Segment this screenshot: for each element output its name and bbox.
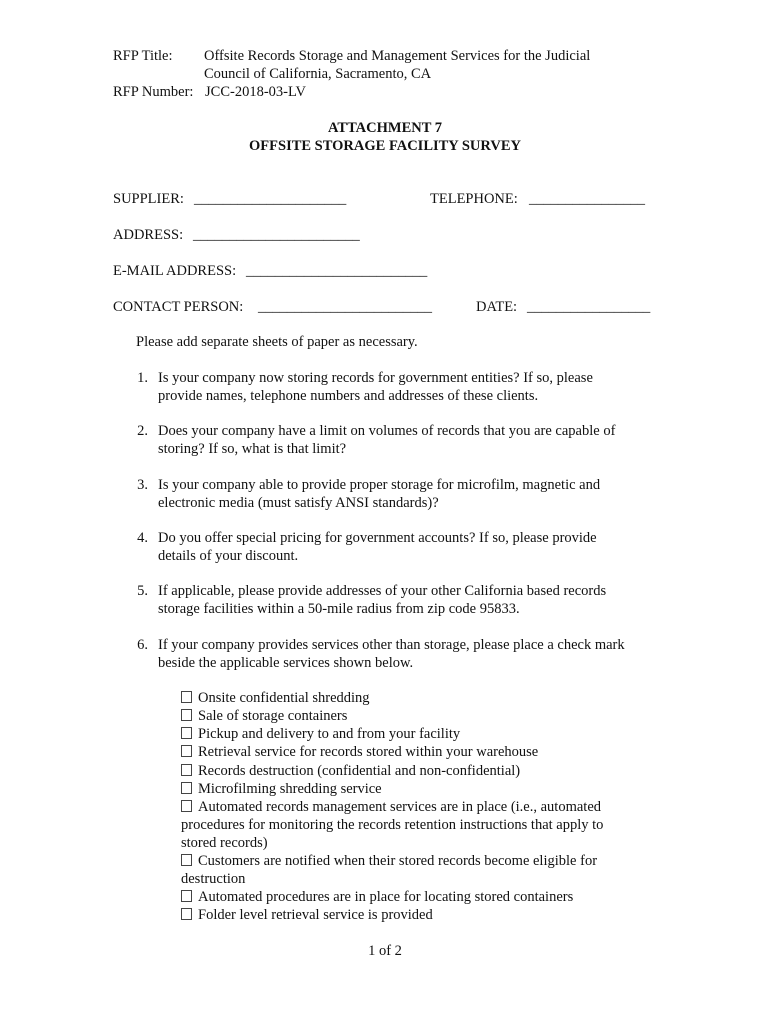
email-label: E-MAIL ADDRESS: — [113, 263, 237, 279]
question-text: beside the applicable services shown below. — [158, 655, 414, 671]
question-text: storing? If so, what is that limit? — [158, 441, 347, 457]
service-checkbox-item[interactable] — [181, 906, 433, 924]
checkbox[interactable] — [181, 908, 192, 920]
question-number: 1. — [137, 370, 148, 386]
supplier-blank[interactable]: _____________________ — [194, 191, 347, 207]
question-number: 4. — [137, 530, 148, 546]
service-label: Customers are notified when their stored records become eligible for — [198, 853, 598, 869]
service-label: Onsite confidential shredding — [198, 690, 370, 706]
rfp-title-label: RFP Title: — [113, 48, 173, 64]
rfp-title-line-1: Offsite Records Storage and Management Services for the Judicial — [204, 48, 591, 64]
question-text: If your company provides services other than storage, please place a check mark — [158, 637, 625, 653]
service-label-continued: destruction — [181, 871, 246, 887]
service-checkbox-item[interactable] — [181, 780, 382, 798]
supplier-label: SUPPLIER: — [113, 191, 184, 207]
service-checkbox-item[interactable] — [181, 888, 573, 906]
service-label-continued: procedures for monitoring the records retention instructions that apply to — [181, 817, 604, 833]
service-label: Folder level retrieval service is provided — [198, 907, 433, 923]
service-label: Automated records management services are in place (i.e., automated — [198, 799, 602, 815]
checkbox[interactable] — [181, 800, 192, 812]
question-text: Is your company able to provide proper storage for microfilm, magnetic and — [158, 477, 601, 493]
service-label: Sale of storage containers — [198, 708, 348, 724]
question-text: electronic media (must satisfy ANSI standards)? — [158, 495, 439, 511]
service-checkbox-item[interactable] — [181, 743, 538, 761]
question-text: Is your company now storing records for government entities? If so, please — [158, 370, 593, 386]
instructions-text: Please add separate sheets of paper as necessary. — [136, 334, 418, 350]
date-blank[interactable]: _________________ — [527, 299, 651, 315]
checkbox[interactable] — [181, 782, 192, 794]
checkbox[interactable] — [181, 764, 192, 776]
checkbox[interactable] — [181, 890, 192, 902]
question-number: 5. — [137, 583, 148, 599]
page-number: 1 of 2 — [368, 943, 402, 959]
email-blank[interactable]: _________________________ — [246, 263, 428, 279]
question-number: 3. — [137, 477, 148, 493]
question-number: 2. — [137, 423, 148, 439]
telephone-blank[interactable]: ________________ — [529, 191, 645, 207]
question-text: Do you offer special pricing for government accounts? If so, please provide — [158, 530, 597, 546]
attachment-title: ATTACHMENT 7 — [328, 120, 442, 136]
checkbox[interactable] — [181, 854, 192, 866]
service-label-continued: stored records) — [181, 835, 268, 851]
service-checkbox-item[interactable] — [181, 762, 520, 780]
service-checkbox-item[interactable] — [181, 689, 370, 707]
telephone-label: TELEPHONE: — [430, 191, 518, 207]
address-blank[interactable]: _______________________ — [193, 227, 360, 243]
question-text: Does your company have a limit on volumes of records that you are capable of — [158, 423, 616, 439]
service-label: Automated procedures are in place for locating stored containers — [198, 889, 574, 905]
service-label: Pickup and delivery to and from your facility — [198, 726, 461, 742]
service-checkbox-item[interactable] — [181, 707, 347, 725]
question-text: provide names, telephone numbers and addresses of these clients. — [158, 388, 539, 404]
checkbox[interactable] — [181, 727, 192, 739]
contact-person-blank[interactable]: ________________________ — [258, 299, 432, 315]
service-label: Records destruction (confidential and non-confidential) — [198, 763, 521, 779]
checkbox[interactable] — [181, 691, 192, 703]
rfp-title-line-2: Council of California, Sacramento, CA — [204, 66, 432, 82]
checkbox[interactable] — [181, 745, 192, 757]
question-text: If applicable, please provide addresses of your other California based records — [158, 583, 607, 599]
rfp-number-value: JCC-2018-03-LV — [205, 84, 306, 100]
question-text: details of your discount. — [158, 548, 299, 564]
checkbox[interactable] — [181, 709, 192, 721]
contact-person-label: CONTACT PERSON: — [113, 299, 244, 315]
service-checkbox-item[interactable] — [181, 725, 460, 743]
date-label: DATE: — [476, 299, 518, 315]
question-number: 6. — [137, 637, 148, 653]
survey-title: OFFSITE STORAGE FACILITY SURVEY — [249, 138, 521, 154]
service-label: Retrieval service for records stored within your warehouse — [198, 744, 539, 760]
service-label: Microfilming shredding service — [198, 781, 382, 797]
address-label: ADDRESS: — [113, 227, 184, 243]
rfp-number-label: RFP Number: — [113, 84, 194, 100]
question-text: storage facilities within a 50-mile radius from zip code 95833. — [158, 601, 520, 617]
